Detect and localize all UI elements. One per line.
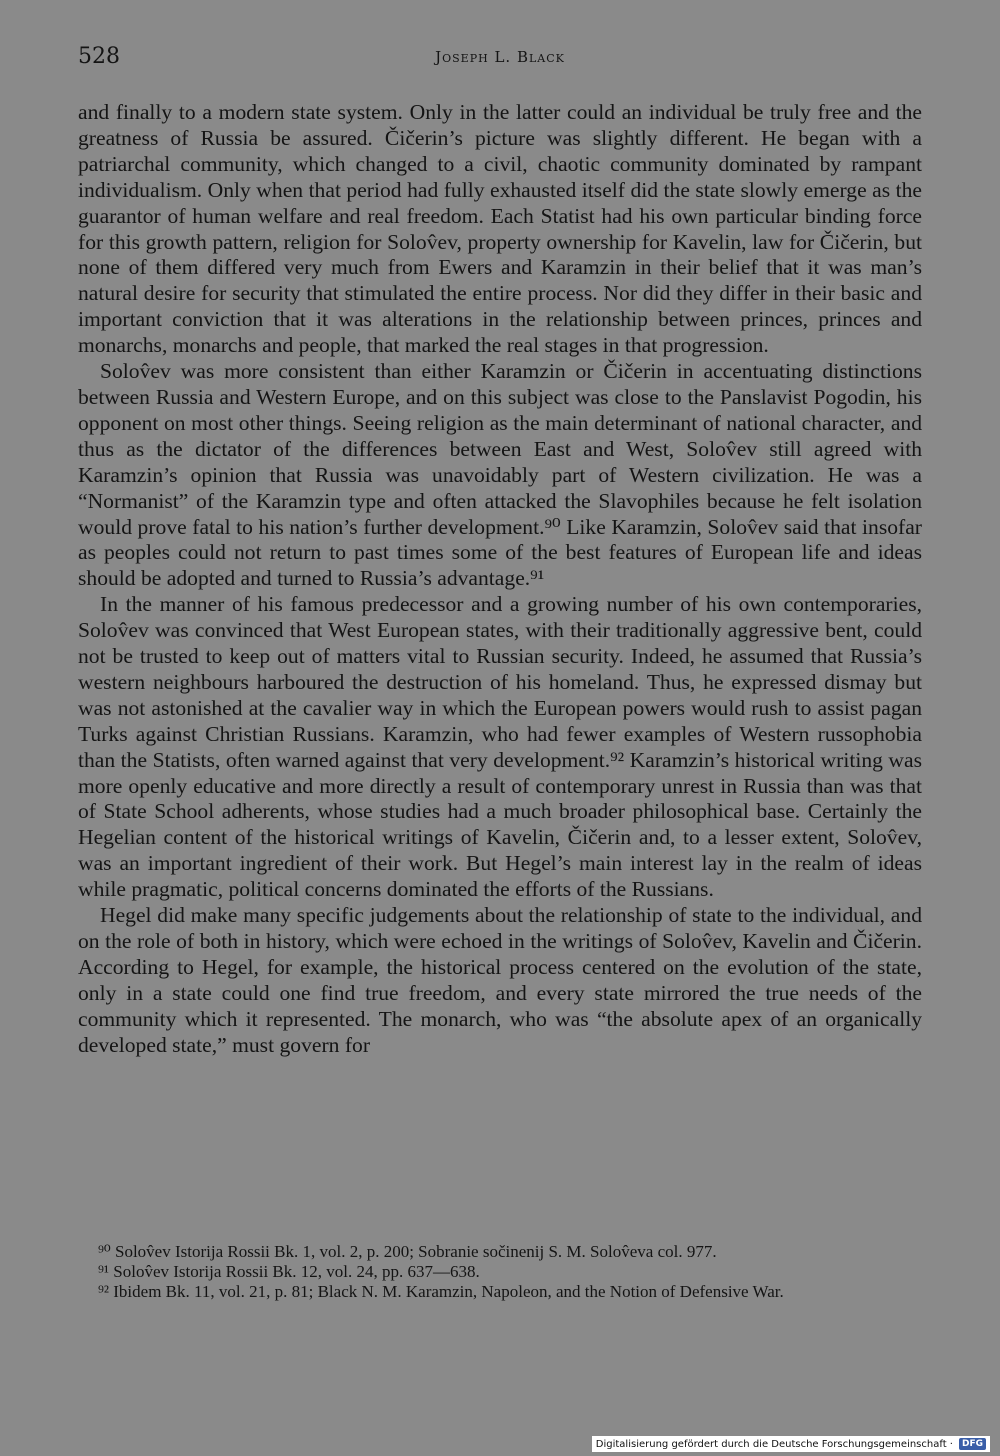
footnote-90: ⁹⁰ Solov̂ev Istorija Rossii Bk. 1, vol. 2, p. 200; Sobranie sočinenij S. M. Solov̂eva col. 977. — [98, 1242, 717, 1261]
paragraph-3: In the manner of his famous predecessor and a growing number of his own contemporaries, Solov̂ev was convinced that West European states, with their traditionally aggressive bent, could not be trusted to keep out of matters vital to Russian security. Indeed, he assumed that Russia’s western neighbours harboured the destruction of his homeland. Thus, he expressed dismay but was not astonished at the cavalier way in which the European powers would rush to assist pagan Turks against Christian Russians. Karamzin, who had fewer examples of Western russophobia than the Statists, often warned against that very development.⁹² Karamzin’s historical writing was more openly educative and more directly a result of contemporary unrest in Russia than was that of State School adherents, whose studies had a much broader philosophical base. Certainly the Hegelian content of the historical writings of Kavelin, Čičerin and, to a lesser extent, Solov̂ev, was an important ingredient of their work. But Hegel’s main interest lay in the realm of ideas while pragmatic, political concerns dominated the efforts of the Russians. — [78, 592, 922, 902]
paragraph-2: Solov̂ev was more consistent than either Karamzin or Čičerin in accentuating distinctions between Russia and Western Europe, and on this subject was close to the Panslavist Pogodin, his opponent on most other things. Seeing religion as the main determinant of national character, and thus as the dictator of the differences between East and West, Solov̂ev still agreed with Karamzin’s opinion that Russia was unavoidably part of Western civilization. He was a “Normanist” of the Karamzin type and often attacked the Slavophiles because he felt isolation would prove fatal to his nation’s further development.⁹⁰ Like Karamzin, Solov̂ev said that insofar as peoples could not return to past times some of the best features of European life and ideas should be adopted and turned to Russia’s advantage.⁹¹ — [78, 359, 922, 591]
footnotes — [78, 1242, 922, 1302]
paragraph-4: Hegel did make many specific judgements about the relationship of state to the individual, and on the role of both in history, which were echoed in the writings of Solov̂ev, Kavelin and Čičerin. According to Hegel, for example, the historical process centered on the evolution of the state, only in a state could one find true freedom, and every state mirrored the true needs of the community which it represented. The monarch, who was “the absolute apex of an organically developed state,” must govern for — [78, 903, 922, 1057]
paragraph-1: and finally to a modern state system. Only in the latter could an individual be truly free and the greatness of Russia be assured. Čičerin’s picture was slightly different. He began with a patriarchal community, which changed to a civil, chaotic community dominated by rampant individualism. Only when that period had fully exhausted itself did the state slowly emerge as the guarantor of human welfare and real freedom. Each Statist had his own particular binding force for this growth pattern, religion for Solov̂ev, property ownership for Kavelin, law for Čičerin, but none of them differed very much from Ewers and Karamzin in their belief that it was man’s natural desire for security that stimulated the entire process. Nor did they differ in their basic and important conviction that it was alterations in the relationship between princes, princes and monarchs, monarchs and people, that marked the real stages in that progression. — [78, 100, 922, 358]
footnote-92: ⁹² Ibidem Bk. 11, vol. 21, p. 81; Black N. M. Karamzin, Napoleon, and the Notion of Defensive War. — [98, 1282, 784, 1301]
dfg-logo-icon: DFG — [959, 1438, 986, 1450]
page-number: 528 — [78, 44, 120, 69]
digitization-footer — [592, 1436, 990, 1452]
page-header — [78, 44, 922, 74]
running-head: Joseph L. Black — [435, 48, 565, 66]
footnote-91: ⁹¹ Solov̂ev Istorija Rossii Bk. 12, vol. 24, pp. 637—638. — [98, 1262, 480, 1281]
footer-credit: Digitalisierung gefördert durch die Deutsche Forschungsgemeinschaft · — [595, 1438, 953, 1450]
body-text — [78, 100, 922, 1059]
